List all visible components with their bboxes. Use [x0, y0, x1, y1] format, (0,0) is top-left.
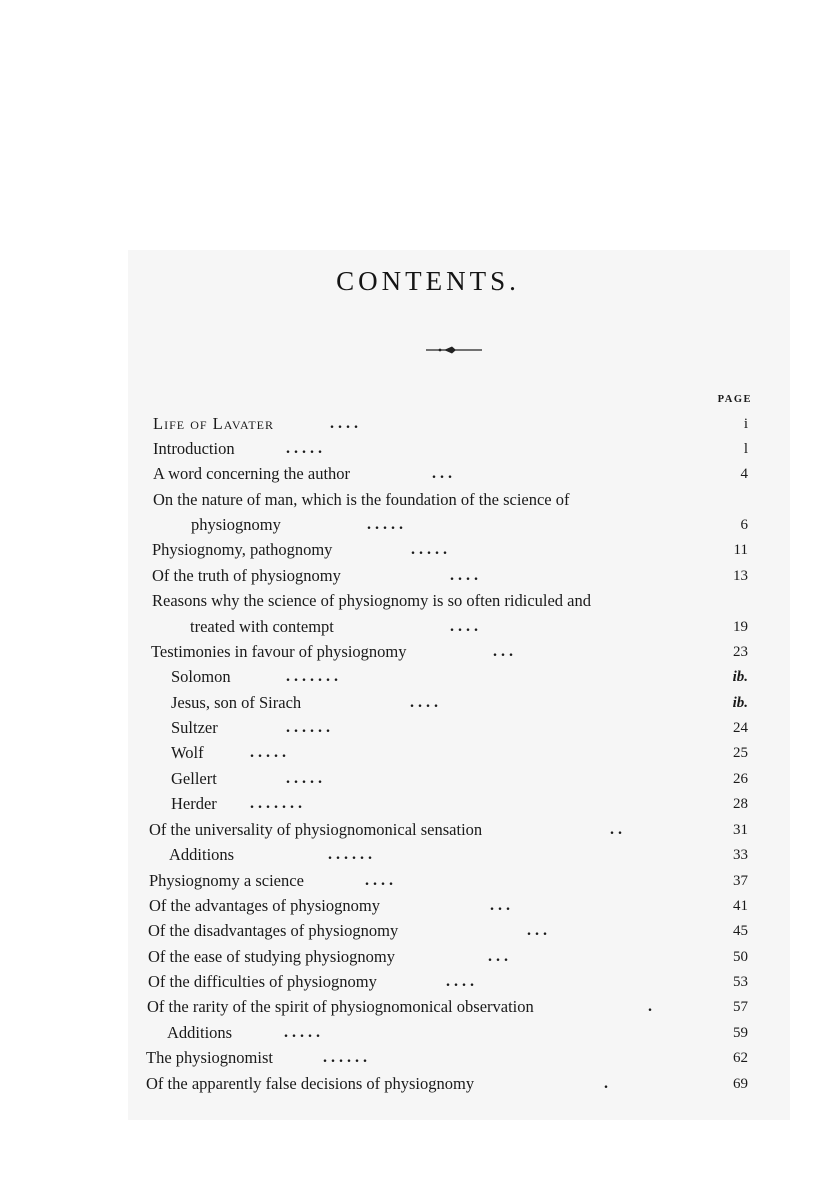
toc-entry-page: 41 [733, 898, 748, 914]
toc-entry-page: 50 [733, 949, 748, 965]
toc-entry-page: 45 [733, 923, 748, 939]
toc-entry-title: Sultzer [171, 718, 218, 737]
toc-entry-leader: . [648, 998, 652, 1015]
toc-entry-page: 33 [733, 847, 748, 863]
toc-entry [0, 791, 840, 817]
toc-entry-page: 62 [733, 1050, 748, 1066]
toc-entry-page: 31 [733, 822, 748, 838]
toc-entry-title: Herder [171, 794, 217, 813]
toc-entry-page: 37 [733, 873, 748, 889]
toc-entry-title: Of the apparently false decisions of physiognomy [146, 1074, 475, 1093]
toc-entry-title: Testimonies in favour of physiognomy [151, 642, 407, 661]
toc-entry-title: Of the truth of physiognomy [152, 566, 341, 585]
toc-entry [0, 842, 840, 868]
toc-entry-leader: . . . . . [286, 770, 322, 787]
toc-entry-leader: . . [610, 821, 622, 838]
toc-entry-page: 57 [733, 999, 748, 1015]
toc-entry-page: 26 [733, 771, 748, 787]
toc-entry-title: Of the universality of physiognomonical sensation [149, 820, 483, 839]
toc-entry-title: Of the difficulties of physiognomy [148, 972, 377, 991]
toc-entry-leader: . . . . . [250, 744, 286, 761]
toc-entry-page: l [743, 441, 748, 457]
toc-entry [0, 1045, 840, 1071]
toc-entry-leader: . . . . . . [328, 846, 372, 863]
toc-entry-page: ib. [732, 669, 748, 685]
toc-entry-leader: . . . . [410, 694, 438, 711]
toc-entry [0, 715, 840, 741]
toc-entry-leader: . . . . . . . [286, 668, 338, 685]
toc-entry-leader: . . . . . . [323, 1049, 367, 1066]
page-column-header: PAGE [717, 394, 752, 405]
toc-entry-page: 53 [733, 974, 748, 990]
toc-entry [0, 690, 840, 716]
toc-entry [0, 766, 840, 792]
toc-entry [0, 893, 840, 919]
toc-entry [0, 969, 840, 995]
toc-entry-leader: . . . . . [284, 1024, 320, 1041]
toc-entry-page: 59 [733, 1025, 748, 1041]
toc-entry-title: Of the advantages of physiognomy [149, 896, 380, 915]
toc-entry [0, 918, 840, 944]
toc-entry [0, 1071, 840, 1097]
toc-entry [0, 537, 840, 563]
toc-entry-leader: . . . . . . . [250, 795, 302, 812]
toc-entry-page: 19 [733, 619, 748, 635]
toc-entry [0, 740, 840, 766]
toc-entry-leader: . . . [493, 643, 513, 660]
toc-entry-leader: . . . [527, 922, 547, 939]
toc-entry-page: 24 [733, 720, 748, 736]
toc-entry-page: 25 [733, 745, 748, 761]
toc-entry [0, 436, 840, 462]
toc-entry-title: Solomon [171, 667, 231, 686]
toc-entry-title: Physiognomy, pathognomy [152, 540, 333, 559]
toc-entry-leader: . . . . [365, 872, 393, 889]
toc-entry-title: A word concerning the author [153, 464, 351, 483]
toc-entry-leader: . . . [490, 897, 510, 914]
toc-entry-title: Physiognomy a science [149, 871, 304, 890]
toc-entry-title: Gellert [171, 769, 217, 788]
toc-entry-page: 6 [740, 517, 748, 533]
toc-entry-page: ib. [732, 695, 748, 711]
toc-entry-title: physiognomy [191, 515, 281, 534]
toc-entry-title: Life of Lavater [153, 414, 274, 433]
toc-entry-leader: . . . . [330, 415, 358, 432]
toc-entry [0, 994, 840, 1020]
toc-entry [0, 944, 840, 970]
toc-entry-leader: . . . . . [411, 541, 447, 558]
toc-entry-page: 13 [733, 568, 748, 584]
toc-entry-title: Additions [167, 1023, 233, 1042]
toc-entry-page: 28 [733, 796, 748, 812]
toc-entry-title: The physiognomist [146, 1048, 273, 1067]
toc-entry [0, 817, 840, 843]
toc-entry [0, 868, 840, 894]
toc-entry-leader: . . . . . [367, 516, 403, 533]
toc-entry-title: Reasons why the science of physiognomy is so often ridiculed and [152, 591, 591, 610]
toc-entry-page: 69 [733, 1076, 748, 1092]
toc-entry-title: Of the ease of studying physiognomy [148, 947, 396, 966]
toc-entry-page: 23 [733, 644, 748, 660]
toc-entry-title: Of the rarity of the spirit of physiognomonical observation [147, 997, 534, 1016]
toc-entry-leader: . . . . . [286, 440, 322, 457]
toc-entry-title: On the nature of man, which is the foundation of the science of [153, 490, 570, 509]
toc-entry-page: 4 [740, 466, 748, 482]
toc-entry-title: Jesus, son of Sirach [171, 693, 302, 712]
toc-entry [0, 461, 840, 487]
toc-entry [0, 639, 840, 665]
toc-entry [0, 512, 840, 538]
toc-entry [0, 411, 840, 437]
page-title: CONTENTS. [336, 266, 520, 296]
toc-entry-title: Wolf [171, 743, 204, 762]
toc-entry [0, 563, 840, 589]
rule-ornament-icon [426, 344, 482, 356]
toc-entry [0, 588, 840, 614]
toc-entry-leader: . . . [488, 948, 508, 965]
toc-entry-title: Of the disadvantages of physiognomy [148, 921, 399, 940]
toc-entry-leader: . [604, 1075, 608, 1092]
toc-entry-leader: . . . [432, 465, 452, 482]
toc-entry-leader: . . . . [450, 567, 478, 584]
toc-entry [0, 487, 840, 513]
toc-entry-title: Additions [169, 845, 235, 864]
toc-entry [0, 1020, 840, 1046]
toc-entry-page: i [743, 416, 748, 432]
toc-entry-title: Introduction [153, 439, 235, 458]
toc-entry-leader: . . . . [446, 973, 474, 990]
toc-entry-page: 11 [733, 542, 748, 558]
toc-entry-title: treated with contempt [190, 617, 334, 636]
toc-entry [0, 614, 840, 640]
toc-entry [0, 664, 840, 690]
toc-entry-leader: . . . . [450, 618, 478, 635]
toc-entry-leader: . . . . . . [286, 719, 330, 736]
